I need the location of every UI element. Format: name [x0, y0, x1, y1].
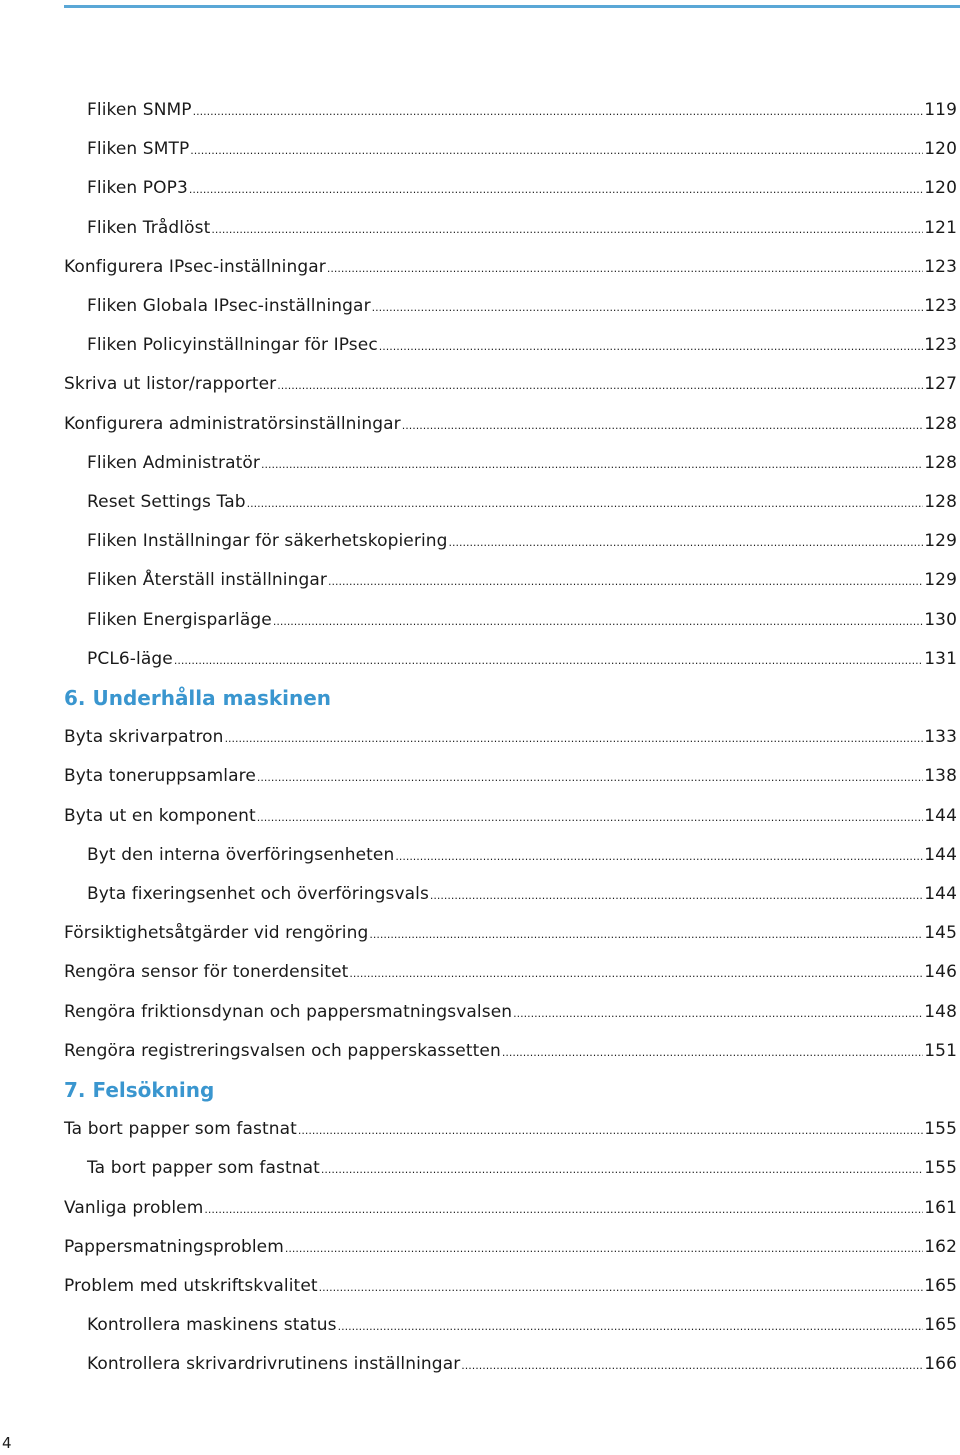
header-rule — [64, 5, 960, 8]
toc-entry-title: Rengöra sensor för tonerdensitet — [64, 962, 349, 982]
toc-entry-title: Ta bort papper som fastnat — [87, 1158, 320, 1178]
toc-leader-dots — [372, 291, 924, 323]
toc-entry-page: 144 — [924, 806, 957, 826]
toc-entry[interactable] — [64, 761, 957, 791]
chapter-heading: 7. Felsökning — [64, 1078, 215, 1102]
toc-entry[interactable] — [64, 879, 957, 909]
toc-leader-dots — [327, 252, 923, 284]
toc-entry[interactable] — [64, 487, 957, 517]
toc-entry-title: Kontrollera skrivardrivrutinens inställningar — [87, 1354, 461, 1374]
toc-entry[interactable] — [64, 213, 957, 243]
toc-leader-dots — [379, 330, 923, 362]
toc-entry-page: 123 — [924, 335, 957, 355]
toc-entry[interactable] — [64, 1193, 957, 1223]
toc-entry-title: Fliken Policyinställningar för IPsec — [87, 335, 378, 355]
toc-entry[interactable] — [64, 409, 957, 439]
toc-entry-title: Konfigurera administratörsinställningar — [64, 414, 401, 434]
toc-entry-title: Fliken Trådlöst — [87, 218, 211, 238]
toc-leader-dots — [273, 605, 923, 637]
toc-leader-dots — [247, 487, 924, 519]
toc-entry-page: 128 — [924, 414, 957, 434]
toc-entry-page: 120 — [924, 139, 957, 159]
toc-entry-page: 121 — [924, 218, 957, 238]
toc-entry[interactable] — [64, 801, 957, 831]
toc-entry-page: 155 — [924, 1119, 957, 1139]
toc-entry-page: 165 — [924, 1276, 957, 1296]
toc-entry[interactable] — [64, 605, 957, 635]
toc-entry-title: Byta fixeringsenhet och överföringsvals — [87, 884, 429, 904]
toc-entry-page: 151 — [924, 1041, 957, 1061]
toc-entry[interactable] — [64, 291, 957, 321]
toc-leader-dots — [402, 409, 924, 441]
toc-entry-page: 146 — [924, 962, 957, 982]
toc-entry-page: 144 — [924, 845, 957, 865]
toc-entry-title: Konfigurera IPsec-inställningar — [64, 257, 326, 277]
toc-entry-title: Rengöra friktionsdynan och pappersmatningsvalsen — [64, 1002, 513, 1022]
toc-entry[interactable] — [64, 134, 957, 164]
toc-entry[interactable] — [64, 1036, 957, 1066]
toc-entry[interactable] — [64, 565, 957, 595]
toc-entry[interactable] — [64, 1232, 957, 1262]
toc-leader-dots — [189, 173, 923, 205]
toc-leader-dots — [328, 565, 923, 597]
toc-entry-title: Problem med utskriftskvalitet — [64, 1276, 318, 1296]
toc-leader-dots — [225, 722, 924, 754]
toc-entry[interactable] — [64, 526, 957, 556]
toc-leader-dots — [174, 644, 923, 676]
toc-entry-page: 128 — [924, 492, 957, 512]
toc-entry-title: Byt den interna överföringsenheten — [87, 845, 395, 865]
toc-leader-dots — [349, 957, 923, 989]
toc-entry-title: Pappersmatningsproblem — [64, 1237, 284, 1257]
toc-leader-dots — [502, 1036, 923, 1068]
toc-entry-page: 133 — [924, 727, 957, 747]
toc-entry-page: 131 — [924, 649, 957, 669]
toc-entry[interactable] — [64, 448, 957, 478]
toc-entry-title: Fliken Globala IPsec-inställningar — [87, 296, 371, 316]
toc-leader-dots — [204, 1193, 923, 1225]
toc-entry-page: 128 — [924, 453, 957, 473]
toc-entry[interactable] — [64, 1310, 957, 1340]
toc-leader-dots — [257, 801, 923, 833]
toc-entry-page: 165 — [924, 1315, 957, 1335]
toc-leader-dots — [513, 997, 923, 1029]
toc-entry-title: Skriva ut listor/rapporter — [64, 374, 277, 394]
toc-entry-title: Fliken Energisparläge — [87, 610, 272, 630]
toc-entry-page: 144 — [924, 884, 957, 904]
toc-leader-dots — [319, 1271, 924, 1303]
toc-entry[interactable] — [64, 1153, 957, 1183]
toc-entry[interactable] — [64, 95, 957, 125]
toc-entry-title: Fliken Återställ inställningar — [87, 570, 327, 590]
toc-entry-title: Byta skrivarpatron — [64, 727, 224, 747]
toc-entry-title: Byta toneruppsamlare — [64, 766, 256, 786]
toc-entry[interactable] — [64, 722, 957, 752]
toc-entry[interactable] — [64, 369, 957, 399]
toc-entry-title: Vanliga problem — [64, 1198, 204, 1218]
toc-entry-title: Fliken SMTP — [87, 139, 190, 159]
toc-leader-dots — [321, 1153, 923, 1185]
toc-leader-dots — [277, 369, 923, 401]
toc-entry-title: Byta ut en komponent — [64, 806, 256, 826]
toc-entry-title: Försiktighetsåtgärder vid rengöring — [64, 923, 369, 943]
toc-entry-title: Fliken Administratör — [87, 453, 260, 473]
toc-entry-title: Reset Settings Tab — [87, 492, 246, 512]
toc-entry-title: Rengöra registreringsvalsen och papperskassetten — [64, 1041, 501, 1061]
toc-leader-dots — [257, 761, 923, 793]
toc-entry-page: 129 — [924, 570, 957, 590]
toc-entry-page: 145 — [924, 923, 957, 943]
toc-leader-dots — [211, 213, 923, 245]
toc-entry-page: 123 — [924, 257, 957, 277]
toc-entry-title: PCL6-läge — [87, 649, 173, 669]
toc-entry-page: 161 — [924, 1198, 957, 1218]
toc-entry-title: Kontrollera maskinens status — [87, 1315, 337, 1335]
toc-leader-dots — [338, 1310, 924, 1342]
toc-entry-page: 123 — [924, 296, 957, 316]
toc-entry[interactable] — [64, 918, 957, 948]
toc-leader-dots — [461, 1349, 923, 1381]
toc-entry[interactable] — [64, 1349, 957, 1379]
toc-entry[interactable] — [64, 644, 957, 674]
toc-entry-title: Fliken POP3 — [87, 178, 188, 198]
toc-leader-dots — [369, 918, 923, 950]
toc-leader-dots — [190, 134, 923, 166]
toc-entry-page: 127 — [924, 374, 957, 394]
toc-entry-page: 129 — [924, 531, 957, 551]
toc-entry-page: 162 — [924, 1237, 957, 1257]
toc-entry-page: 138 — [924, 766, 957, 786]
toc-entry[interactable] — [64, 997, 957, 1027]
toc-leader-dots — [193, 95, 924, 127]
toc-entry[interactable] — [64, 173, 957, 203]
toc-entry-page: 155 — [924, 1158, 957, 1178]
chapter-heading: 6. Underhålla maskinen — [64, 686, 332, 710]
toc-entry-page: 130 — [924, 610, 957, 630]
toc-entry[interactable] — [64, 1271, 957, 1301]
toc-entry[interactable] — [64, 330, 957, 360]
toc-entry-page: 120 — [924, 178, 957, 198]
toc-entry[interactable] — [64, 957, 957, 987]
toc-entry-title: Fliken Inställningar för säkerhetskopiering — [87, 531, 448, 551]
toc-entry-title: Fliken SNMP — [87, 100, 192, 120]
toc-leader-dots — [285, 1232, 923, 1264]
page-number: 4 — [2, 1434, 12, 1452]
toc-entry-page: 119 — [924, 100, 957, 120]
toc-entry-page: 148 — [924, 1002, 957, 1022]
toc-entry-page: 166 — [924, 1354, 957, 1374]
toc-entry-title: Ta bort papper som fastnat — [64, 1119, 297, 1139]
toc-entry[interactable] — [64, 840, 957, 870]
toc-leader-dots — [449, 526, 924, 558]
toc-leader-dots — [395, 840, 923, 872]
toc-entry[interactable] — [64, 252, 957, 282]
toc-entry[interactable] — [64, 1114, 957, 1144]
toc-leader-dots — [298, 1114, 923, 1146]
toc-leader-dots — [261, 448, 923, 480]
toc-leader-dots — [430, 879, 923, 911]
